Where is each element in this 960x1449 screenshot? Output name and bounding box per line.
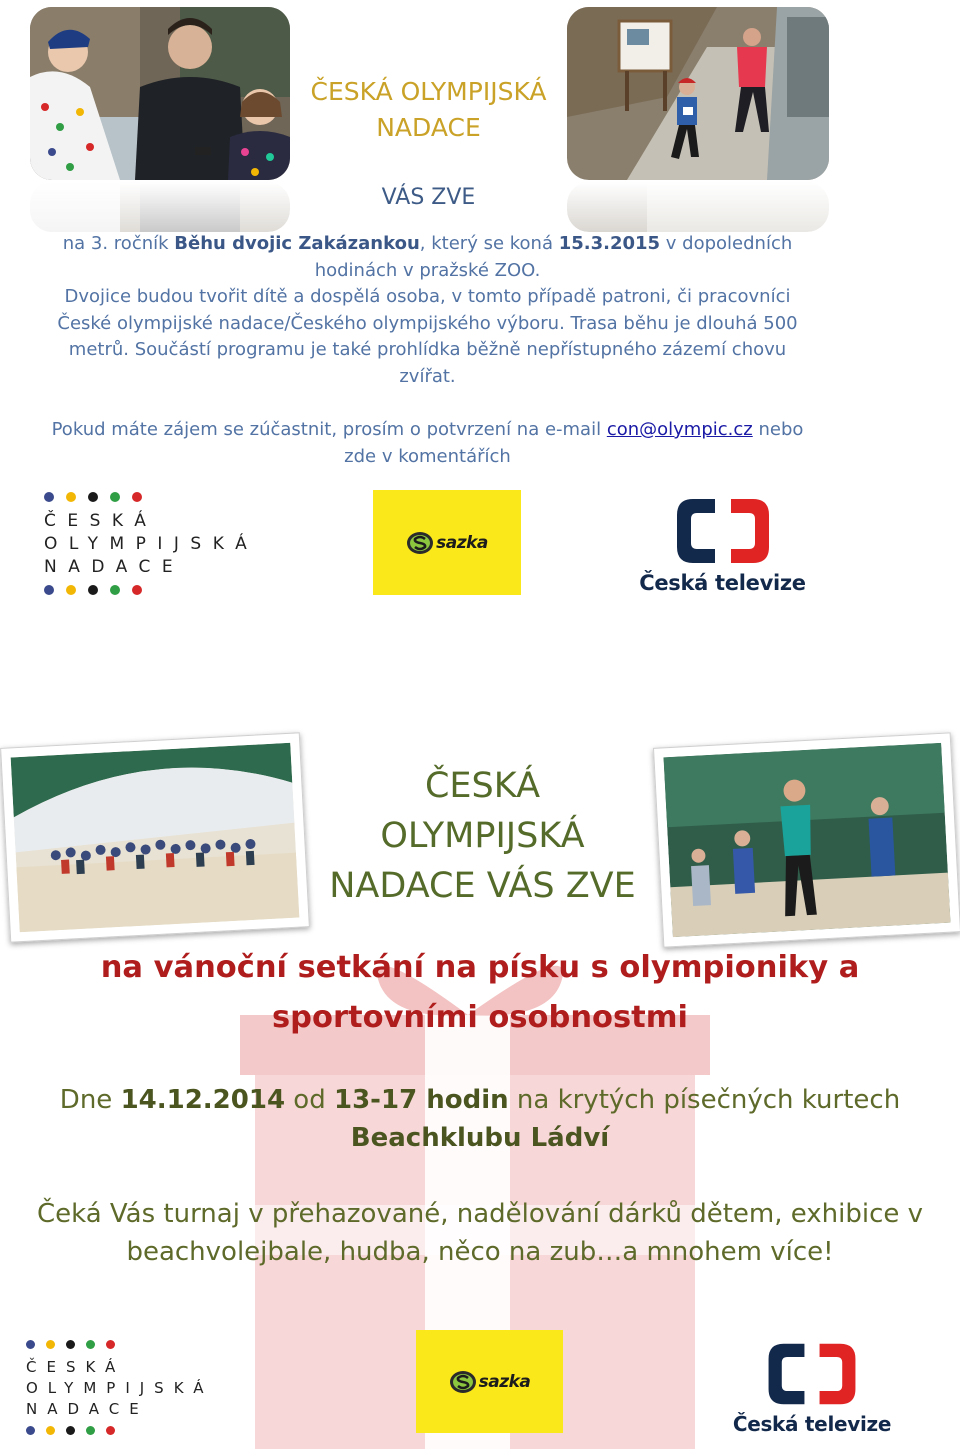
logo-line2: OLYMPIJSKÁ bbox=[26, 1379, 214, 1397]
flyer2-description-line2: beachvolejbale, hudba, něco na zub…a mnohem více! bbox=[126, 1237, 834, 1267]
ceska-olympijska-nadace-logo bbox=[44, 492, 258, 595]
dot bbox=[66, 1426, 75, 1435]
dot bbox=[44, 585, 54, 595]
sazka-logo bbox=[416, 1330, 563, 1433]
dot bbox=[110, 492, 120, 502]
sazka-logo bbox=[373, 490, 521, 595]
logo-dots-top bbox=[44, 492, 258, 502]
dot bbox=[46, 1426, 55, 1435]
sazka-emblem-icon bbox=[449, 1370, 477, 1394]
flyer1-title-line1: ČESKÁ OLYMPIJSKÁ bbox=[310, 77, 547, 106]
logo-line1: ČESKÁ bbox=[26, 1358, 126, 1376]
running-photo bbox=[567, 7, 829, 180]
sazka-wordmark: sazka bbox=[436, 532, 488, 553]
dot bbox=[132, 585, 142, 595]
ceska-televize-logo bbox=[630, 495, 815, 595]
event-time: 13-17 hodin bbox=[334, 1085, 509, 1115]
flyer2-title-line2: OLYMPIJSKÁ bbox=[380, 816, 585, 856]
ct-emblem-icon bbox=[673, 495, 773, 567]
dot bbox=[110, 585, 120, 595]
logo-line3: NADACE bbox=[44, 557, 185, 577]
flyer2-headline-line1: na vánoční setkání na písku s olympioniky a bbox=[100, 950, 860, 985]
event-date: 14.12.2014 bbox=[120, 1085, 286, 1115]
dot bbox=[86, 1426, 95, 1435]
flyer2-title-line1: ČESKÁ bbox=[424, 766, 541, 806]
dot bbox=[66, 585, 76, 595]
sazka-wordmark: sazka bbox=[478, 1371, 531, 1392]
flyer1-description: na 3. ročník Běhu dvojic Zakázankou, který se koná 15.3.2015 v dopoledních hodinách v pražské ZOO. Dvojice budou tvořit dítě a dospělá osoba, v tomto případě patroni, či pracovníci České olympijské nadace/Českého olympijského výboru. Trasa běhu je dlouhá 500 metrů. Součástí programu je také prohlídka běžně nepřístupného zázemí chovu zvířat. bbox=[57, 233, 798, 387]
dot bbox=[88, 585, 98, 595]
flyer2-date-line: Dne 14.12.2014 od 13-17 hodin na krytých písečných kurtech bbox=[59, 1085, 901, 1115]
dot bbox=[46, 1340, 55, 1349]
event-name: Běhu dvojic Zakázankou bbox=[174, 233, 420, 254]
email-link[interactable]: con@olympic.cz bbox=[606, 419, 753, 440]
dot bbox=[86, 1340, 95, 1349]
interview-photo-reflection bbox=[30, 182, 290, 232]
event-date: 15.3.2015 bbox=[558, 233, 661, 254]
flyer1-title-line2: NADACE bbox=[376, 113, 481, 142]
dot bbox=[132, 492, 142, 502]
venue-name: Beachklubu Ládví bbox=[350, 1123, 610, 1153]
logo-dots-bottom bbox=[44, 585, 258, 595]
dot bbox=[26, 1426, 35, 1435]
logo-dots-bottom bbox=[26, 1426, 214, 1436]
running-photo-reflection bbox=[567, 182, 829, 232]
dot bbox=[106, 1340, 115, 1349]
ct-wordmark: Česká televize bbox=[639, 571, 806, 595]
flyer2-venue bbox=[20, 1119, 940, 1157]
ceska-televize-logo bbox=[726, 1340, 898, 1436]
ceska-olympijska-nadace-logo bbox=[26, 1340, 214, 1436]
flyer1-contact: Pokud máte zájem se zúčastnit, prosím o potvrzení na e-mail con@olympic.cz nebo zde v komentářích bbox=[51, 419, 804, 467]
dot bbox=[26, 1340, 35, 1349]
dot bbox=[66, 492, 76, 502]
logo-dots-top bbox=[26, 1340, 214, 1350]
flyer1-invite: VÁS ZVE bbox=[381, 185, 476, 210]
flyer2-headline-line2: sportovními osobnostmi bbox=[272, 1000, 688, 1035]
beach-group-photo bbox=[0, 732, 310, 942]
beach-play-photo bbox=[653, 732, 960, 947]
dot bbox=[44, 492, 54, 502]
dot bbox=[66, 1340, 75, 1349]
ct-wordmark: Česká televize bbox=[732, 1412, 892, 1436]
flyer2-description-line1: Čeká Vás turnaj v přehazované, nadělování dárků dětem, exhibice v bbox=[36, 1199, 924, 1229]
interview-photo bbox=[30, 7, 290, 180]
logo-line3: NADACE bbox=[26, 1400, 149, 1418]
dot bbox=[88, 492, 98, 502]
logo-line2: OLYMPIJSKÁ bbox=[44, 534, 259, 554]
sazka-emblem-icon bbox=[406, 531, 434, 555]
logo-line1: ČESKÁ bbox=[44, 511, 158, 531]
dot bbox=[106, 1426, 115, 1435]
flyer2-title-line3: NADACE VÁS ZVE bbox=[329, 866, 636, 906]
ct-emblem-icon bbox=[764, 1340, 860, 1408]
